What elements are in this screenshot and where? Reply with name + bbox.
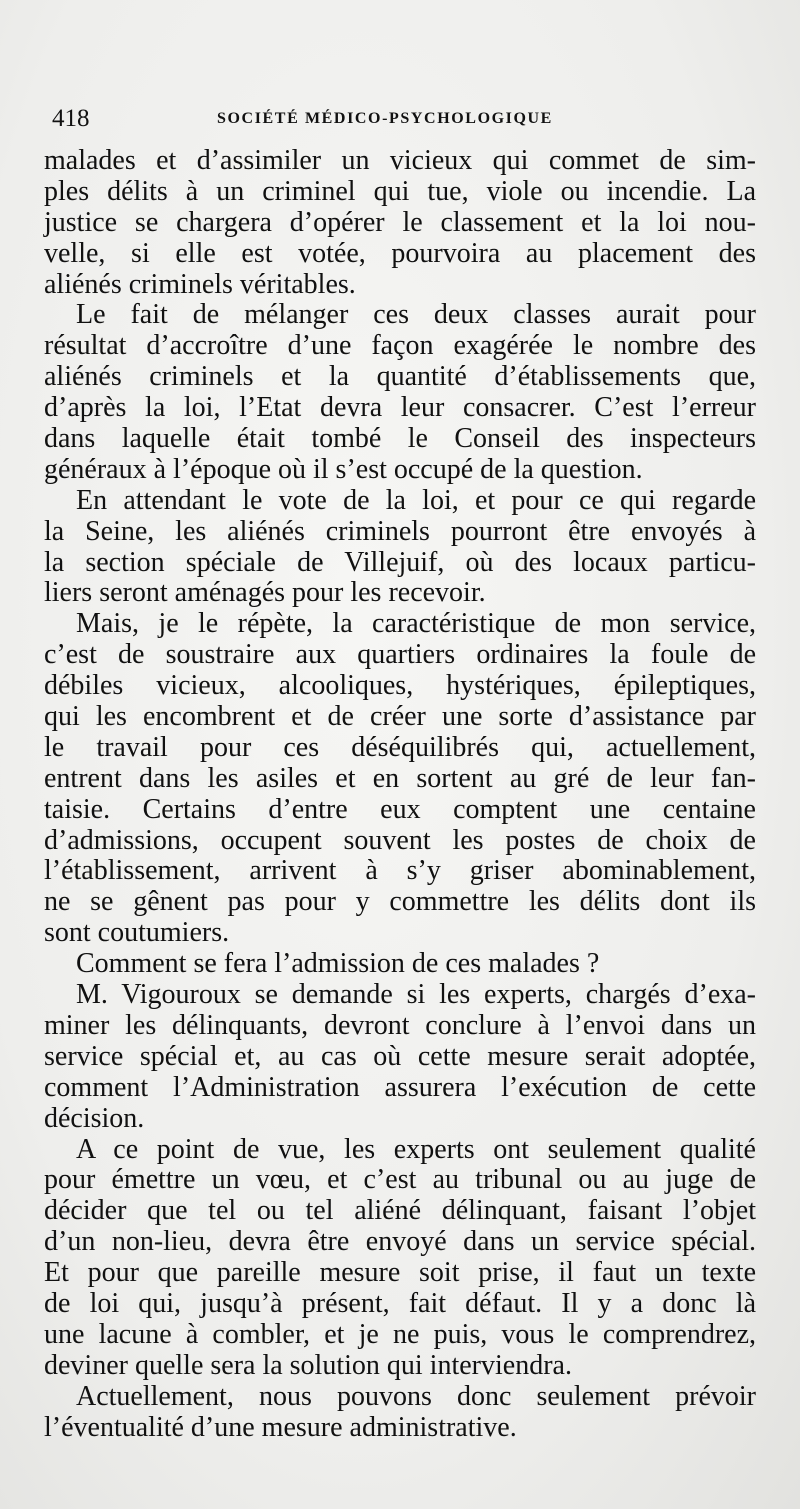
paragraph — [44, 949, 756, 980]
text-line: malades et d’assimiler un vicieux qui commet de sim- — [44, 145, 756, 176]
text-line: débiles vicieux, alcooliques, hystériques, épileptiques, — [44, 670, 756, 702]
paragraph — [44, 980, 756, 1134]
paragraph — [44, 146, 756, 300]
paragraph — [44, 486, 756, 610]
paragraph — [44, 300, 756, 485]
text-line: pour émettre un vœu, et c’est au tribunal ou au juge de — [44, 1164, 756, 1196]
body-text — [44, 146, 756, 1443]
page-number: 418 — [52, 105, 90, 132]
text-line: Mais, je le répète, la caractéristique de mon service, — [76, 608, 756, 640]
text-line: décider que tel ou tel aliéné délinquant, faisant l’objet — [44, 1195, 756, 1227]
paragraph — [44, 1135, 756, 1382]
text-line: taisie. Certains d’entre eux comptent une centaine — [44, 793, 756, 825]
text-line: c’est de soustraire aux quartiers ordinaires la foule de — [44, 639, 756, 671]
text-line: justice se chargera d’opérer le classement et la loi nou- — [44, 206, 756, 238]
text-line: d’admissions, occupent souvent les postes de choix de — [44, 824, 756, 856]
text-line: Et pour que pareille mesure soit prise, il faut un texte — [44, 1257, 756, 1289]
text-line: Actuellement, nous pouvons donc seulement prévoir — [76, 1380, 756, 1412]
text-line: Comment se fera l’admission de ces malades ? — [76, 948, 600, 980]
text-line: aliénés criminels et la quantité d’établissements que, — [44, 361, 756, 393]
text-line: d’après la loi, l’Etat devra leur consacrer. C’est l’erreur — [44, 392, 756, 424]
text-line: généraux à l’époque où il s’est occupé de la question. — [44, 453, 643, 485]
text-line: résultat d’accroître d’une façon exagérée le nombre des — [44, 330, 756, 362]
text-line: liers seront aménagés pour les recevoir. — [44, 577, 486, 609]
text-line: ne se gênent pas pour y commettre les délits dont ils — [44, 886, 756, 918]
paragraph — [44, 609, 756, 949]
text-line: une lacune à combler, et je ne puis, vous le comprendrez, — [44, 1318, 756, 1350]
text-line: service spécial et, au cas où cette mesure serait adoptée, — [44, 1040, 756, 1072]
text-line: dans laquelle était tombé le Conseil des inspecteurs — [44, 423, 756, 455]
text-line: miner les délinquants, devront conclure à l’envoi dans un — [44, 1009, 756, 1041]
text-line: entrent dans les asiles et en sortent au gré de leur fan- — [44, 762, 756, 794]
text-line: En attendant le vote de la loi, et pour ce qui regarde — [76, 484, 756, 516]
text-line: qui les encombrent et de créer une sorte d’assistance par — [44, 701, 756, 733]
text-line: deviner quelle sera la solution qui interviendra. — [44, 1349, 572, 1381]
text-line: Le fait de mélanger ces deux classes aurait pour — [76, 299, 756, 331]
paragraph — [44, 1382, 756, 1444]
text-line: sont coutumiers. — [44, 917, 230, 949]
text-line: la section spéciale de Villejuif, où des locaux particu- — [44, 546, 756, 578]
page-header — [52, 101, 612, 137]
text-line: le travail pour ces déséquilibrés qui, actuellement, — [44, 731, 756, 763]
text-line: ples délits à un criminel qui tue, viole ou incendie. La — [44, 175, 756, 207]
text-line: d’un non-lieu, devra être envoyé dans un service spécial. — [44, 1226, 756, 1258]
text-line: l’éventualité d’une mesure administrative. — [44, 1411, 517, 1443]
text-line: A ce point de vue, les experts ont seulement qualité — [76, 1133, 756, 1165]
text-line: de loi qui, jusqu’à présent, fait défaut. Il y a donc là — [44, 1287, 756, 1319]
text-line: velle, si elle est votée, pourvoira au placement des — [44, 237, 756, 269]
running-head: SOCIÉTÉ MÉDICO-PSYCHOLOGIQUE — [217, 110, 553, 127]
text-line: M. Vigouroux se demande si les experts, chargés d’exa- — [76, 979, 756, 1011]
text-line: aliénés criminels véritables. — [44, 268, 356, 300]
text-line: l’établissement, arrivent à s’y griser abominablement, — [44, 855, 756, 887]
text-line: la Seine, les aliénés criminels pourront être envoyés à — [44, 515, 756, 547]
text-line: comment l’Administration assurera l’exécution de cette — [44, 1071, 756, 1103]
text-line: décision. — [44, 1102, 145, 1134]
